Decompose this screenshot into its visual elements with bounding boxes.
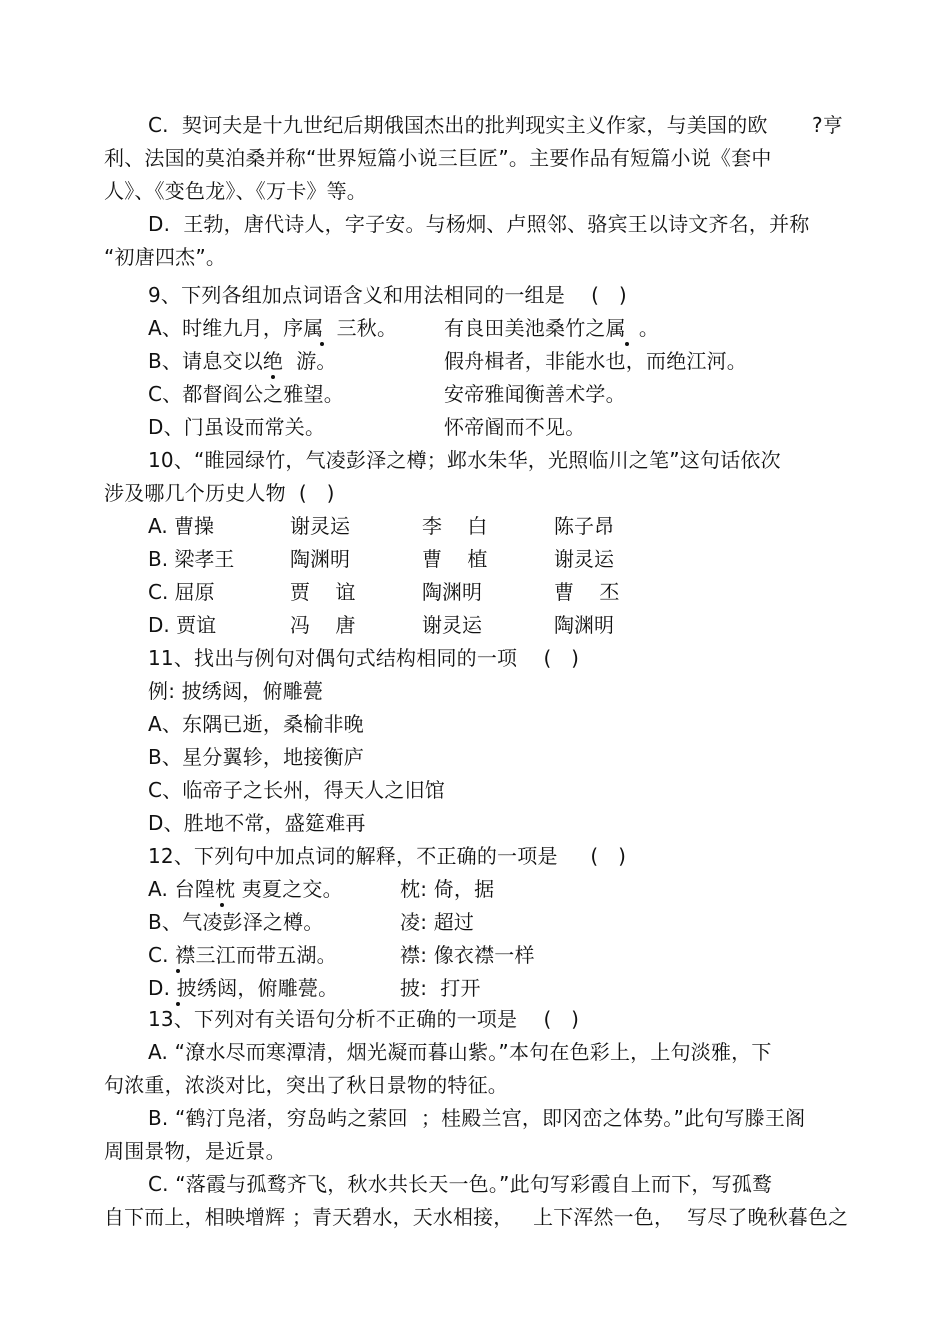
question-12-option-c-right: 襟: 像衣襟一样 [400,943,535,967]
question-13-option-b-line1: B. “鹤汀凫渚，穷岛屿之萦回 ；桂殿兰宫，即冈峦之体势。”此句写滕王阁 [148,1106,806,1130]
question-11-option-b: B、星分翼轸，地接衡庐 [148,745,364,769]
question-9-stem: 9、下列各组加点词语含义和用法相同的一组是 ( ) [148,283,627,307]
emphasis-dot [320,342,324,346]
question-12-stem: 12、下列句中加点词的解释，不正确的一项是 ( ) [148,844,627,868]
question-10-option-d-col1: D. 贾谊 [148,613,217,637]
question-9-option-d-right: 怀帝阍而不见。 [444,415,586,439]
option-c-text-line1: C. 契诃夫是十九世纪后期俄国杰出的批判现实主义作家，与美国的欧 [148,113,768,137]
question-11-option-d: D、胜地不常，盛筵难再 [148,811,366,835]
question-11-option-c: C、临帝子之长州，得天人之旧馆 [148,778,445,802]
question-13-option-b-line2: 周围景物，是近景。 [104,1139,286,1163]
question-10-stem-line2: 涉及哪几个历史人物 ( ) [104,481,335,505]
emphasis-dot [271,375,275,379]
question-10-option-c-col1: C. 屈原 [148,580,215,604]
question-10-option-b-col2: 陶渊明 [290,547,350,571]
question-13-option-a-line1: A. “潦水尽而寒潭清，烟光凝而暮山紫。”本句在色彩上，上句淡雅，下 [148,1040,772,1064]
option-c-text-line2: 利、法国的莫泊桑并称“世界短篇小说三巨匠”。主要作品有短篇小说《套中 [104,146,772,170]
question-12-option-b-left: B、气凌彭泽之樽。 [148,910,324,934]
question-10-option-a-col2: 谢灵运 [290,514,350,538]
question-10-option-d-col4: 陶渊明 [554,613,614,637]
question-10-option-d-col2: 冯 唐 [290,613,356,637]
question-13-option-a-line2: 句浓重，浓淡对比，突出了秋日景物的特征。 [104,1073,508,1097]
question-13-option-c-line1: C. “落霞与孤鹜齐飞，秋水共长天一色。”此句写彩霞自上而下，写孤鹜 [148,1172,773,1196]
question-13-option-c-line2: 自下而上，相映增辉 ；青天碧水，天水相接， 上下浑然一色， 写尽了晚秋暮色之 [104,1205,849,1229]
question-12-option-d-left: D. 披绣闼，俯雕甍。 [148,976,339,1000]
question-10-option-a-col1: A. 曹操 [148,514,215,538]
question-9-option-d-left: D、门虽设而常关。 [148,415,326,439]
question-10-option-c-col3: 陶渊明 [422,580,482,604]
question-10-option-a-col4: 陈子昂 [554,514,614,538]
question-9-option-c-right: 安帝雅闻衡善术学。 [444,382,626,406]
question-11-option-a: A、东隅已逝，桑榆非晚 [148,712,364,736]
question-9-option-a-right: 有良田美池桑竹之属 。 [444,316,660,340]
question-10-option-b-col3: 曹 植 [422,547,488,571]
question-9-option-b-right: 假舟楫者，非能水也，而绝江河。 [444,349,747,373]
option-c-text-tail: ?亨 [812,113,844,137]
question-9-option-c-left: C、都督阎公之雅望。 [148,382,344,406]
question-10-option-b-col4: 谢灵运 [554,547,614,571]
question-9-option-b-left: B、请息交以绝 游。 [148,349,337,373]
question-12-option-d-right: 披: 打开 [400,976,481,1000]
question-11-stem: 11、找出与例句对偶句式结构相同的一项 ( ) [148,646,580,670]
question-10-option-d-col3: 谢灵运 [422,613,482,637]
question-12-option-a-right: 枕: 倚，据 [400,877,495,901]
question-10-option-c-col2: 贾 谊 [290,580,356,604]
question-12-option-a-left: A. 台隍枕 夷夏之交。 [148,877,343,901]
question-10-option-c-col4: 曹 丕 [554,580,620,604]
option-c-text-line3: 人》、《变色龙》、《万卡》等。 [104,179,367,203]
question-11-example: 例: 披绣闼，俯雕甍 [148,679,324,703]
question-9-option-a-left: A、时维九月，序属 三秋。 [148,316,398,340]
question-10-stem-line1: 10、“睢园绿竹，气凌彭泽之樽；邺水朱华，光照临川之笔”这句话依次 [148,448,781,472]
emphasis-dot [625,342,629,346]
question-10-option-b-col1: B. 梁孝王 [148,547,235,571]
question-12-option-b-right: 凌: 超过 [400,910,475,934]
option-d-text-line2: “初唐四杰”。 [104,245,227,269]
emphasis-dot [176,969,180,973]
emphasis-dot [220,903,224,907]
question-10-option-a-col3: 李 白 [422,514,488,538]
option-d-text-line1: D. 王勃，唐代诗人，字子安。与杨炯、卢照邻、骆宾王以诗文齐名，并称 [148,212,810,236]
question-12-option-c-left: C. 襟三江而带五湖。 [148,943,337,967]
question-13-stem: 13、下列对有关语句分析不正确的一项是 ( ) [148,1007,580,1031]
